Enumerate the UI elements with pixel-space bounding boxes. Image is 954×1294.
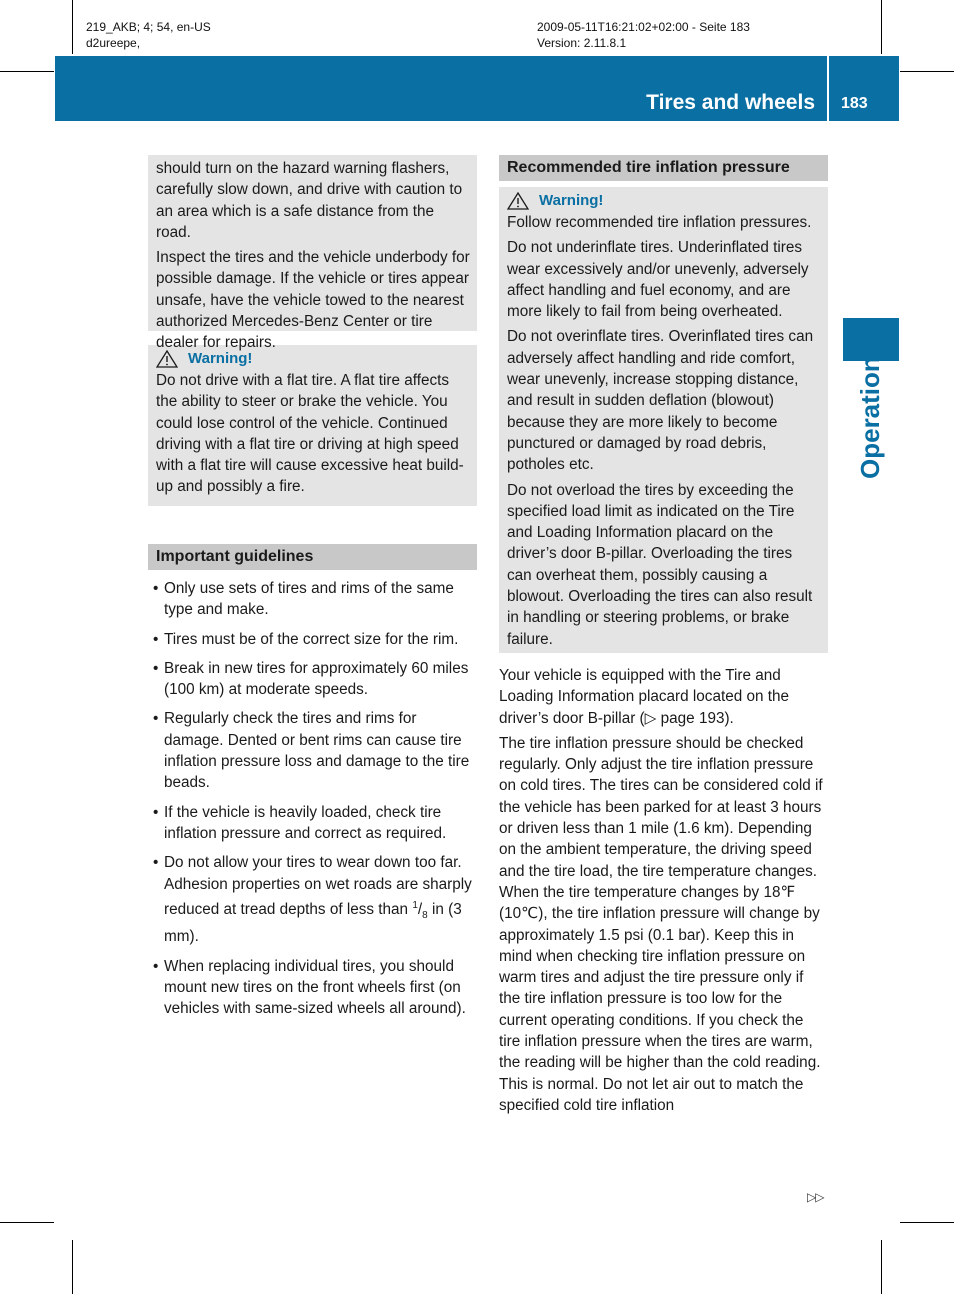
list-item: • Break in new tires for approximately 60 miles (100 km) at moderate speeds. (148, 658, 477, 701)
crop-mark (881, 0, 882, 54)
list-item: • Regularly check the tires and rims for damage. Dented or bent rims can cause tire inflation pressure loss and damage to the tire beads. (148, 708, 477, 793)
warning-triangle-icon (156, 350, 178, 368)
meta-line: 219_AKB; 4; 54, en-US (86, 20, 211, 34)
crop-mark (881, 1240, 882, 1294)
print-meta-left (86, 19, 211, 51)
paragraph: should turn on the hazard warning flashers, carefully slow down, and drive with caution to an area which is a safe distance from the road. (156, 160, 463, 241)
meta-line: 2009-05-11T16:21:02+02:00 - Seite 183 (537, 20, 750, 34)
fraction-denominator: 8 (422, 910, 428, 921)
header-divider (827, 56, 829, 121)
paragraph: Inspect the tires and the vehicle underbody for possible damage. If the vehicle or tires appear unsafe, have the vehicle towed to the nearest authorized Mercedes-Benz Center or tire dealer for repairs. (156, 249, 470, 352)
warning-heading (507, 190, 821, 212)
chapter-title: Tires and wheels (646, 91, 815, 114)
crop-mark (72, 1240, 73, 1294)
header-bar (55, 56, 899, 121)
paragraph: Do not overinflate tires. Overinflated tires can adversely affect handling and ride comfort, wear unevenly, increase stopping distance, and result in sudden deflation (blowout) because they are more likely to become punctured or damaged by road debris, potholes etc. (507, 328, 814, 474)
warning-box (499, 187, 828, 653)
list-item-text: Do not allow your tires to wear down too far. Adhesion properties on wet roads are sharply reduced at tread depths of less than (164, 854, 472, 918)
list-item: • Tires must be of the correct size for the rim. (148, 629, 477, 650)
crop-mark (0, 71, 54, 72)
list-item-text: in (3 mm). (164, 900, 462, 946)
paragraph: Do not overload the tires by exceeding the specified load limit as indicated on the Tire and Loading Information placard on the driver’s door B-pillar. Overloading the tires can overheat them, possibly causing a blowout. Overloading the tires can also result in handling or steering problems, or brake failure. (507, 481, 813, 648)
crop-mark (900, 1222, 954, 1223)
warning-title: Warning! (539, 192, 604, 209)
warning-box (148, 345, 477, 506)
section-heading: Important guidelines (148, 544, 477, 570)
fraction-numerator: 1 (412, 899, 418, 911)
continued-marker: ▷▷ (807, 1190, 824, 1204)
page-number: 183 (841, 95, 868, 112)
body-paragraph: Your vehicle is equipped with the Tire and Loading Information placard located on the driver’s door B-pillar (▷ page 193). (499, 667, 789, 727)
fraction-slash: / (417, 900, 423, 918)
list-item: • When replacing individual tires, you should mount new tires on the front wheels first (on vehicles with same-sized wheels all around). (148, 956, 477, 1020)
crop-mark (0, 1222, 54, 1223)
list-item: • If the vehicle is heavily loaded, check tire inflation pressure and correct as required. (148, 802, 477, 845)
list-item: • Only use sets of tires and rims of the same type and make. (148, 578, 477, 621)
warning-triangle-icon (507, 192, 529, 210)
print-meta-right (537, 19, 750, 51)
paragraph: Follow recommended tire inflation pressures. (507, 214, 812, 231)
crop-mark (900, 71, 954, 72)
warning-text: Do not drive with a flat tire. A flat tire affects the ability to steer or brake the vehicle. You could lose control of the vehicle. Continued driving with a flat tire or driving at high speed with a flat tire will cause excessive heat build-up and possibly a fire. (156, 372, 464, 496)
paragraph: Do not underinflate tires. Underinflated tires wear excessively and/or unevenly, adversely affect handling and fuel economy, and are more likely to fail from being overheated. (507, 239, 809, 321)
section-heading: Recommended tire inflation pressure (499, 155, 828, 181)
warning-title: Warning! (188, 350, 253, 367)
side-tab-label (842, 356, 898, 492)
right-column (499, 155, 828, 1120)
list-item (148, 852, 477, 947)
continued-warning-box (148, 155, 477, 352)
guidelines-list (148, 578, 477, 1019)
side-tab-block (843, 318, 899, 361)
body-paragraph: The tire inflation pressure should be checked regularly. Only adjust the tire inflation pressure on cold tires. The tires can be considered cold if the vehicle has been parked for at least 3 hours or driven less than 1 mile (1.6 km). Depending on the ambient temperature, the driving speed and the tire load, the tire temperature changes. When the tire temperature changes by 18℉ (10℃), the tire inflation pressure will change by approximately 1.5 psi (0.1 bar). Keep this in mind when checking tire inflation pressure on warm tires and adjust the tire pressure only if the tire inflation pressure is too low for the current operating conditions. If you check the tire inflation pressure when the tires are warm, the reading will be higher than the cold reading. This is normal. Do not let air out to match the specified cold tire inflation (499, 734, 823, 1114)
meta-line: Version: 2.11.8.1 (537, 36, 627, 50)
warning-heading (156, 348, 470, 370)
meta-line: d2ureepe, (86, 36, 141, 50)
crop-mark (72, 0, 73, 54)
side-tab-text: Operation (855, 356, 885, 479)
left-column (148, 155, 477, 1027)
